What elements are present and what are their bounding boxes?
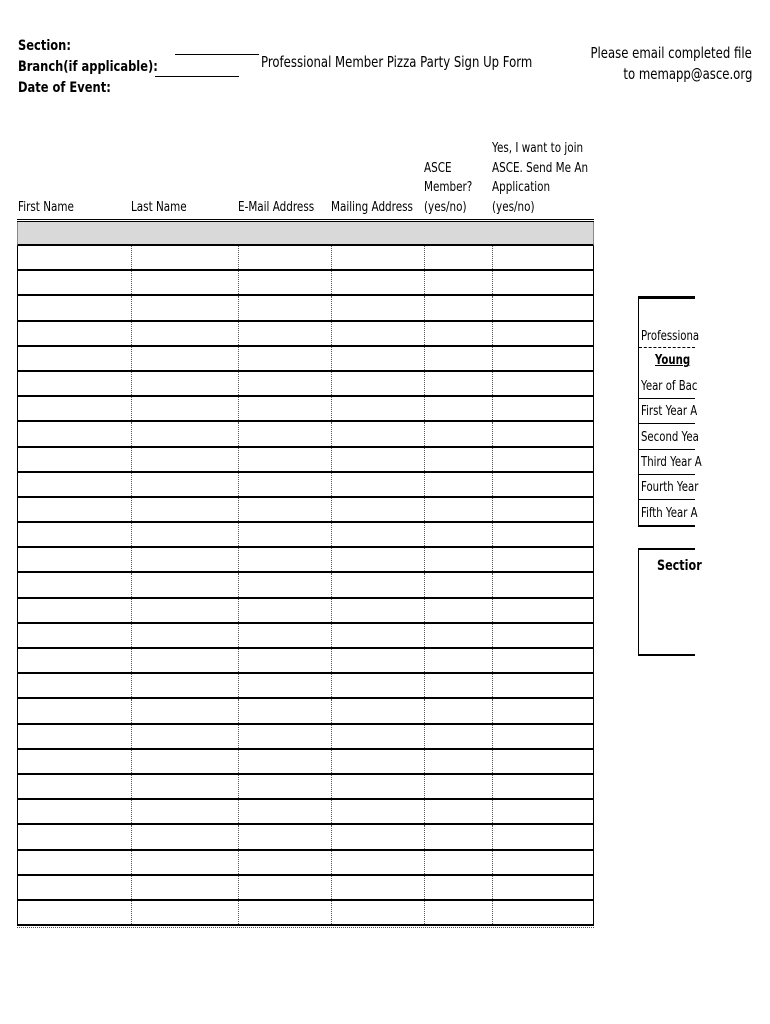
column-divider xyxy=(131,876,132,899)
column-divider xyxy=(331,624,332,647)
column-divider xyxy=(424,372,425,395)
box-divider xyxy=(639,347,695,348)
table-row[interactable] xyxy=(17,523,594,548)
column-divider xyxy=(131,775,132,798)
column-header-line: Last Name xyxy=(131,199,187,215)
column-divider xyxy=(131,296,132,319)
column-divider xyxy=(424,649,425,672)
column-divider xyxy=(238,624,239,647)
column-divider xyxy=(131,448,132,471)
table-row[interactable] xyxy=(17,825,594,850)
column-divider xyxy=(238,649,239,672)
column-divider xyxy=(331,800,332,823)
box-item-label: First Year A xyxy=(641,404,698,420)
column-divider xyxy=(131,322,132,345)
column-divider xyxy=(424,800,425,823)
branch-blank-line[interactable] xyxy=(155,76,239,77)
column-divider xyxy=(238,851,239,874)
column-divider xyxy=(492,422,493,445)
column-divider xyxy=(238,296,239,319)
column-divider xyxy=(492,246,493,269)
column-divider xyxy=(492,448,493,471)
box-item-underline xyxy=(639,499,695,500)
column-divider xyxy=(492,372,493,395)
table-row[interactable] xyxy=(17,473,594,498)
table-row[interactable] xyxy=(17,624,594,649)
column-divider xyxy=(424,624,425,647)
column-divider xyxy=(424,422,425,445)
column-divider xyxy=(131,523,132,546)
table-row[interactable] xyxy=(17,649,594,674)
column-divider xyxy=(492,498,493,521)
table-row[interactable] xyxy=(17,372,594,397)
column-divider xyxy=(331,296,332,319)
column-divider xyxy=(131,573,132,596)
table-row[interactable] xyxy=(17,876,594,901)
column-divider xyxy=(492,322,493,345)
column-divider xyxy=(424,599,425,622)
table-row[interactable] xyxy=(17,674,594,699)
column-divider xyxy=(492,876,493,899)
column-divider xyxy=(131,422,132,445)
box-item-label: Third Year A xyxy=(641,454,702,470)
column-divider xyxy=(331,573,332,596)
column-divider xyxy=(238,901,239,924)
column-divider xyxy=(238,775,239,798)
column-divider xyxy=(492,775,493,798)
column-divider xyxy=(131,624,132,647)
column-divider xyxy=(331,422,332,445)
column-divider xyxy=(424,851,425,874)
column-divider xyxy=(424,498,425,521)
column-header-line: ASCE xyxy=(424,160,452,176)
column-header-line: ASCE. Send Me An xyxy=(492,160,589,176)
section-label: Section: xyxy=(18,38,71,54)
box-subheading: Young xyxy=(655,353,691,368)
column-divider xyxy=(331,548,332,571)
column-divider xyxy=(331,750,332,773)
column-divider xyxy=(238,825,239,848)
column-divider xyxy=(424,523,425,546)
section-box-title: Sectior xyxy=(657,558,702,574)
column-divider xyxy=(424,750,425,773)
column-divider xyxy=(492,271,493,294)
column-divider xyxy=(492,296,493,319)
box-item-underline xyxy=(639,423,695,424)
column-header-line: (yes/no) xyxy=(424,199,467,215)
column-divider xyxy=(424,876,425,899)
column-divider xyxy=(331,901,332,924)
column-divider xyxy=(238,473,239,496)
column-divider xyxy=(131,599,132,622)
box-item-underline xyxy=(639,474,695,475)
column-divider xyxy=(331,246,332,269)
table-row[interactable] xyxy=(17,271,594,296)
box-item-label: Second Yea xyxy=(641,429,699,445)
column-divider xyxy=(331,876,332,899)
column-divider xyxy=(331,448,332,471)
column-divider xyxy=(238,246,239,269)
date-of-event-label: Date of Event: xyxy=(18,80,111,96)
column-divider xyxy=(331,825,332,848)
column-divider xyxy=(331,523,332,546)
box-bottom-rule xyxy=(639,525,695,527)
column-divider xyxy=(424,548,425,571)
shaded-row xyxy=(17,222,594,246)
column-divider xyxy=(238,347,239,370)
column-divider xyxy=(492,397,493,420)
column-divider xyxy=(238,548,239,571)
column-header-line: E-Mail Address xyxy=(238,199,315,215)
column-divider xyxy=(131,674,132,697)
table-bottom-edge xyxy=(17,927,594,928)
column-divider xyxy=(424,825,425,848)
box-item-underline xyxy=(639,398,695,399)
column-divider xyxy=(492,800,493,823)
column-divider xyxy=(131,800,132,823)
column-header-line: Member? xyxy=(424,180,473,196)
column-divider xyxy=(492,548,493,571)
section-info-box xyxy=(638,548,702,656)
column-divider xyxy=(238,498,239,521)
table-row[interactable] xyxy=(17,901,594,926)
column-divider xyxy=(238,674,239,697)
table-row[interactable] xyxy=(17,246,594,271)
table-row[interactable] xyxy=(17,725,594,750)
column-divider xyxy=(131,397,132,420)
column-divider xyxy=(238,599,239,622)
box-heading: Professiona xyxy=(641,329,700,344)
column-divider xyxy=(492,649,493,672)
section-blank-line[interactable] xyxy=(175,54,259,55)
signup-table xyxy=(17,219,594,926)
column-divider xyxy=(424,699,425,722)
column-divider xyxy=(424,573,425,596)
column-divider xyxy=(238,876,239,899)
column-divider xyxy=(424,725,425,748)
box-item-underline xyxy=(639,449,695,450)
column-divider xyxy=(424,322,425,345)
branch-label: Branch(if applicable): xyxy=(18,59,158,75)
column-divider xyxy=(331,322,332,345)
email-instruction-line-2: to memapp@asce.org xyxy=(623,65,752,83)
column-divider xyxy=(131,699,132,722)
column-divider xyxy=(131,851,132,874)
table-row[interactable] xyxy=(17,750,594,775)
column-divider xyxy=(331,649,332,672)
column-divider xyxy=(331,397,332,420)
table-row[interactable] xyxy=(17,296,594,321)
form-title: Professional Member Pizza Party Sign Up Form xyxy=(261,53,533,71)
column-divider xyxy=(131,725,132,748)
column-divider xyxy=(492,573,493,596)
table-row[interactable] xyxy=(17,775,594,800)
column-divider xyxy=(131,498,132,521)
column-divider xyxy=(331,699,332,722)
column-divider xyxy=(238,573,239,596)
column-divider xyxy=(424,246,425,269)
column-divider xyxy=(131,649,132,672)
column-divider xyxy=(131,750,132,773)
column-divider xyxy=(331,498,332,521)
table-row[interactable] xyxy=(17,599,594,624)
column-divider xyxy=(424,901,425,924)
table-row[interactable] xyxy=(17,573,594,598)
table-row[interactable] xyxy=(17,397,594,422)
column-divider xyxy=(492,674,493,697)
column-divider xyxy=(331,674,332,697)
column-divider xyxy=(131,901,132,924)
column-divider xyxy=(331,473,332,496)
box-item-label: Fourth Year xyxy=(641,480,699,496)
column-divider xyxy=(238,422,239,445)
column-divider xyxy=(238,750,239,773)
column-divider xyxy=(424,674,425,697)
column-divider xyxy=(331,271,332,294)
column-divider xyxy=(331,599,332,622)
section-box-bottom-rule xyxy=(639,654,695,656)
column-divider xyxy=(131,548,132,571)
column-divider xyxy=(492,599,493,622)
column-divider xyxy=(424,397,425,420)
column-divider xyxy=(131,825,132,848)
column-divider xyxy=(238,322,239,345)
column-header-line: First Name xyxy=(18,199,74,215)
table-row[interactable] xyxy=(17,448,594,473)
column-divider xyxy=(424,296,425,319)
column-divider xyxy=(492,750,493,773)
column-divider xyxy=(492,901,493,924)
column-divider xyxy=(331,775,332,798)
column-divider xyxy=(238,523,239,546)
column-divider xyxy=(238,448,239,471)
column-header-line: Application xyxy=(492,180,551,196)
column-header-line: Mailing Address xyxy=(331,199,413,215)
column-divider xyxy=(424,775,425,798)
column-divider xyxy=(424,448,425,471)
dues-info-box xyxy=(638,296,702,527)
column-divider xyxy=(492,851,493,874)
column-divider xyxy=(238,800,239,823)
column-divider xyxy=(238,725,239,748)
column-divider xyxy=(492,624,493,647)
column-divider xyxy=(424,271,425,294)
column-divider xyxy=(131,271,132,294)
box-item-label: Year of Bac xyxy=(641,379,698,394)
column-divider xyxy=(492,699,493,722)
column-divider xyxy=(238,271,239,294)
column-divider xyxy=(492,523,493,546)
column-divider xyxy=(238,397,239,420)
column-divider xyxy=(492,347,493,370)
column-divider xyxy=(331,347,332,370)
box-item-label: Fifth Year A xyxy=(641,505,698,521)
table-row[interactable] xyxy=(17,800,594,825)
column-divider xyxy=(492,473,493,496)
table-row[interactable] xyxy=(17,422,594,447)
table-row[interactable] xyxy=(17,322,594,347)
column-divider xyxy=(331,372,332,395)
column-divider xyxy=(238,699,239,722)
table-row[interactable] xyxy=(17,498,594,523)
column-header-line: (yes/no) xyxy=(492,199,535,215)
column-divider xyxy=(492,725,493,748)
column-divider xyxy=(131,372,132,395)
column-divider xyxy=(492,825,493,848)
email-instruction-line-1: Please email completed file xyxy=(590,44,752,62)
column-divider xyxy=(131,473,132,496)
column-divider xyxy=(424,347,425,370)
column-divider xyxy=(424,473,425,496)
column-divider xyxy=(131,246,132,269)
column-divider xyxy=(331,725,332,748)
header-labels xyxy=(18,36,158,96)
column-divider xyxy=(131,347,132,370)
column-divider xyxy=(331,851,332,874)
column-divider xyxy=(238,372,239,395)
table-row[interactable] xyxy=(17,699,594,724)
table-row[interactable] xyxy=(17,851,594,876)
column-header-line: Yes, I want to join xyxy=(492,141,584,157)
table-row[interactable] xyxy=(17,548,594,573)
table-row[interactable] xyxy=(17,347,594,372)
